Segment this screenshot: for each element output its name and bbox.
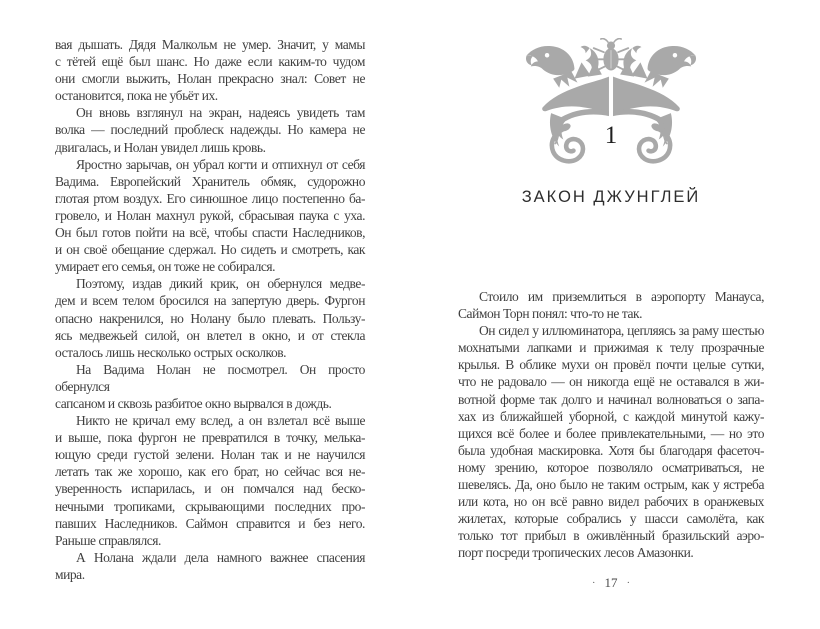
text-line: щихся всё более и более привлекательными, — но это — [458, 425, 764, 441]
text-line: двигалась, и Нолан увидел лишь кровь. — [55, 139, 266, 155]
page-number-value: 17 — [604, 575, 618, 590]
text-line: Стоило им приземлиться в аэропорту Манауса, — [479, 289, 764, 304]
text-line: дем и всем телом бросился на запертую дверь. Фургон — [55, 293, 365, 309]
text-line: жилетах, которые собрались у шасси самолёта, как — [458, 511, 764, 527]
page-left-text — [55, 36, 365, 583]
text-line: Никто не кричал ему вслед, а он взлетал всё выше — [76, 413, 365, 429]
text-line: Поэтому, издав дикий крик, он обернулся медве- — [76, 276, 365, 292]
text-line: и он своё обещание сдержал. Но сидеть и смотреть, как — [55, 242, 365, 258]
text-line: вотной форме так долго и начинал волноваться о запа- — [458, 391, 764, 407]
text-line: и выше, пока фургон не превратился в точку, мелька- — [55, 430, 365, 446]
chapter-title: ЗАКОН ДЖУНГЛЕЙ — [521, 188, 701, 206]
page-number-decor-right: · — [626, 577, 631, 589]
text-line: ному зрению, которое позволяло осматриваться, не — [458, 459, 764, 475]
text-line: осталось лишь несколько острых осколков. — [55, 344, 287, 360]
text-line: павших Наследников. Саймон справится и без него. — [55, 515, 365, 531]
text-line: они смогли выжить, Нолан прекрасно знал: Совет не — [55, 71, 365, 87]
text-line: ясь медвежьей силой, он влетел в окно, и от стекла — [55, 327, 365, 343]
text-line: остановится, пока не убьёт их. — [55, 88, 218, 104]
text-line: гровело, и Нолан махнул рукой, сбрасывая паука с уха. — [55, 207, 365, 223]
eagle-icon — [644, 46, 696, 88]
text-line: глотая ртом воздух. Его синюшное лицо постепенно ба- — [55, 190, 365, 206]
text-line: опасно накренился, но Нолану было плевать. Пользу- — [55, 310, 365, 326]
page-right-text — [458, 288, 764, 562]
text-line: нечными тропиками, скрывающими последних про- — [55, 498, 365, 514]
text-line: мира. — [55, 566, 85, 582]
text-line: крылья. В облике мухи он провёл почти целые сутки, — [458, 357, 764, 373]
text-line: порт посреди тропических лесов Амазонки. — [458, 545, 694, 561]
text-line: хах из ближайшей уборной, с каждой минутой кажу- — [458, 408, 764, 424]
text-line: что не радовало — он никогда ещё не оставался в жи- — [458, 374, 764, 390]
text-line: волка — последний проблеск надежды. Но камера не — [55, 122, 365, 138]
text-line: ющую среди густой зелени. Нолан так и не научился — [55, 447, 365, 463]
text-line: Он сидел у иллюминатора, цепляясь за раму шестью — [479, 323, 764, 339]
text-line: На Вадима Нолан не посмотрел. Он просто обернулся — [55, 361, 365, 394]
page-right — [458, 38, 764, 613]
text-line: была удобная маскировка. Хотя бы благодаря фасеточ- — [458, 442, 764, 458]
page-number-decor-left: · — [591, 577, 596, 589]
text-line: сапсаном и сквозь разбитое окно вырвался в дождь. — [55, 395, 332, 411]
text-line: Вадима. Европейский Хранитель обмяк, судорожно — [55, 173, 365, 189]
text-line: с тётей ещё был шанс. Но даже если каким-то чудом — [55, 54, 365, 70]
text-line: умирает его семья, он тоже не собирался. — [55, 259, 276, 275]
text-line: шевелясь. Да, оно было не таким острым, как у ястреба — [458, 477, 764, 493]
text-line: мохнатыми лапками и прижимая к телу прозрачные — [458, 340, 764, 356]
text-line: уверенность испарилась, и он помчался над беско- — [55, 481, 365, 497]
text-line: летать так же хорошо, как его брат, но сейчас вся не- — [55, 464, 365, 480]
text-line: только тот прибыл в оживлённый бразильский аэро- — [458, 528, 764, 544]
text-line: Саймон Торн понял: что-то не так. — [458, 306, 643, 322]
text-line: вая дышать. Дядя Малкольм не умер. Значит, у мамы — [55, 37, 365, 52]
chapter-number: 1 — [604, 122, 618, 149]
text-line: Он вновь взглянул на экран, надеясь увидеть там — [76, 105, 365, 121]
text-line: А Нолана ждали дела намного важнее спасения — [76, 549, 365, 565]
text-line: Яростно зарычав, он убрал когти и отпихнул от себя — [76, 156, 365, 172]
animal-crest-icon — [526, 38, 696, 174]
page-number — [458, 575, 764, 591]
beetle-icon — [593, 39, 630, 72]
text-line: или кота, но он всё равно видел рабочих в оранжевых — [458, 494, 764, 510]
text-line: Он был готов пойти на всё, чтобы спасти Наследников, — [55, 225, 365, 241]
chapter-emblem — [526, 38, 696, 174]
text-line: Раньше справлялся. — [55, 532, 161, 548]
